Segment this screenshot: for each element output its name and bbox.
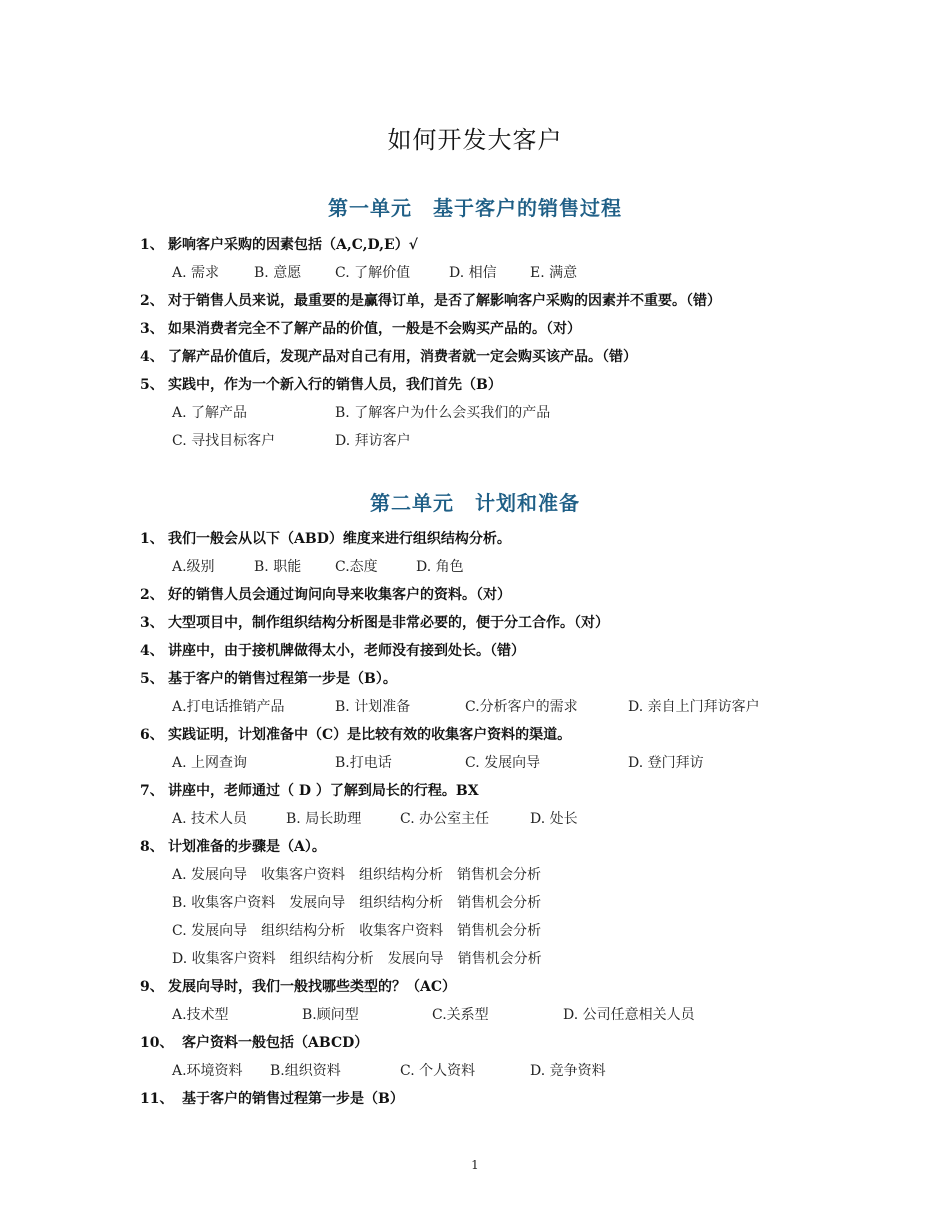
option: D. 竞争资料 (530, 1063, 606, 1079)
option: D. 相信 (449, 265, 497, 281)
question-text: 对于销售人员来说，最重要的是赢得订单，是否了解影响客户采购的因素并不重要。（错） (168, 293, 721, 309)
question-number: 2、 (140, 587, 164, 603)
question-text: 基于客户的销售过程第一步是（B） (182, 1091, 404, 1107)
question-text: 讲座中，由于接机牌做得太小，老师没有接到处长。（错） (168, 643, 525, 659)
option: D. 公司任意相关人员 (563, 1007, 695, 1023)
question (140, 836, 326, 856)
option: C. 发展向导 (465, 755, 541, 771)
question-number: 7、 (140, 783, 164, 799)
question-number: 5、 (140, 377, 164, 393)
question-text: 大型项目中，制作组织结构分析图是非常必要的，便于分工合作。（对） (168, 615, 609, 631)
question-number: 2、 (140, 293, 164, 309)
option: B.组织资料 (270, 1063, 341, 1079)
question-number: 1、 (140, 531, 164, 547)
question-number: 1、 (140, 237, 164, 253)
option: B. 职能 (254, 559, 302, 575)
question-text: 好的销售人员会通过询问向导来收集客户的资料。（对） (168, 587, 511, 603)
question-number: 5、 (140, 671, 164, 687)
question-number: 4、 (140, 643, 164, 659)
option: B. 局长助理 (286, 811, 362, 827)
question-number: 10、 (140, 1035, 174, 1051)
question-number: 6、 (140, 727, 164, 743)
question-number: 4、 (140, 349, 164, 365)
question (140, 668, 397, 688)
question-text: 我们一般会从以下（ABD）维度来进行组织结构分析。 (168, 531, 511, 547)
option: D. 登门拜访 (628, 755, 704, 771)
option: A.环境资料 (172, 1063, 243, 1079)
option: D. 亲自上门拜访客户 (628, 699, 760, 715)
option: A. 需求 (172, 265, 220, 281)
option: C.态度 (335, 559, 378, 575)
option: A.级别 (172, 559, 215, 575)
option: C. 办公室主任 (400, 811, 490, 827)
unit-2-title: 第二单元 计划和准备 (370, 491, 580, 515)
unit-1-title: 第一单元 基于客户的销售过程 (328, 196, 622, 220)
option: A.技术型 (172, 1007, 229, 1023)
question (140, 528, 511, 548)
option: B.顾问型 (302, 1007, 359, 1023)
option: B. 收集客户资料 发展向导 组织结构分析 销售机会分析 (172, 895, 542, 911)
question (140, 346, 637, 366)
option: A. 了解产品 (172, 405, 248, 421)
question (140, 724, 571, 744)
question (140, 290, 721, 310)
question-text: 实践中，作为一个新入行的销售人员，我们首先（B） (168, 377, 502, 393)
question (140, 612, 609, 632)
question (140, 1032, 368, 1052)
option: A.打电话推销产品 (172, 699, 285, 715)
option: D. 角色 (416, 559, 464, 575)
option: D. 处长 (530, 811, 578, 827)
question-text: 计划准备的步骤是（A）。 (168, 839, 326, 855)
question (140, 1088, 404, 1108)
option: D. 收集客户资料 组织结构分析 发展向导 销售机会分析 (172, 951, 542, 967)
option: C.分析客户的需求 (465, 699, 578, 715)
option: B.打电话 (335, 755, 392, 771)
option: A. 发展向导 收集客户资料 组织结构分析 销售机会分析 (172, 867, 542, 883)
question-number: 11、 (140, 1091, 174, 1107)
question (140, 318, 581, 338)
question-text: 基于客户的销售过程第一步是（B）。 (168, 671, 397, 687)
question-number: 9、 (140, 979, 164, 995)
question-text: 了解产品价值后，发现产品对自己有用，消费者就一定会购买该产品。（错） (168, 349, 637, 365)
question (140, 976, 456, 996)
option: C. 发展向导 组织结构分析 收集客户资料 销售机会分析 (172, 923, 542, 939)
option: A. 技术人员 (172, 811, 248, 827)
option: A. 上网查询 (172, 755, 248, 771)
page-number: 1 (471, 1158, 479, 1172)
option: B. 意愿 (254, 265, 302, 281)
option: D. 拜访客户 (335, 433, 411, 449)
question-number: 3、 (140, 615, 164, 631)
question (140, 640, 525, 660)
option: C. 寻找目标客户 (172, 433, 276, 449)
question-text: 如果消费者完全不了解产品的价值，一般是不会购买产品的。（对） (168, 321, 581, 337)
question-text: 发展向导时，我们一般找哪些类型的？（AC） (168, 979, 457, 995)
question (140, 780, 479, 800)
question-text: 客户资料一般包括（ABCD） (182, 1035, 369, 1051)
question (140, 374, 502, 394)
document-title: 如何开发大客户 (387, 126, 563, 154)
option: B. 计划准备 (335, 699, 411, 715)
question-text: 讲座中，老师通过（ D ）了解到局长的行程。BX (168, 783, 479, 799)
option: B. 了解客户为什么会买我们的产品 (335, 405, 551, 421)
option: E. 满意 (530, 265, 578, 281)
option: C.关系型 (432, 1007, 489, 1023)
question (140, 584, 511, 604)
question (140, 234, 418, 254)
option: C. 了解价值 (335, 265, 411, 281)
question-number: 3、 (140, 321, 164, 337)
option: C. 个人资料 (400, 1063, 476, 1079)
question-text: 实践证明，计划准备中（C）是比较有效的收集客户资料的渠道。 (168, 727, 572, 743)
question-text: 影响客户采购的因素包括（A,C,D,E）√ (168, 237, 418, 253)
question-number: 8、 (140, 839, 164, 855)
